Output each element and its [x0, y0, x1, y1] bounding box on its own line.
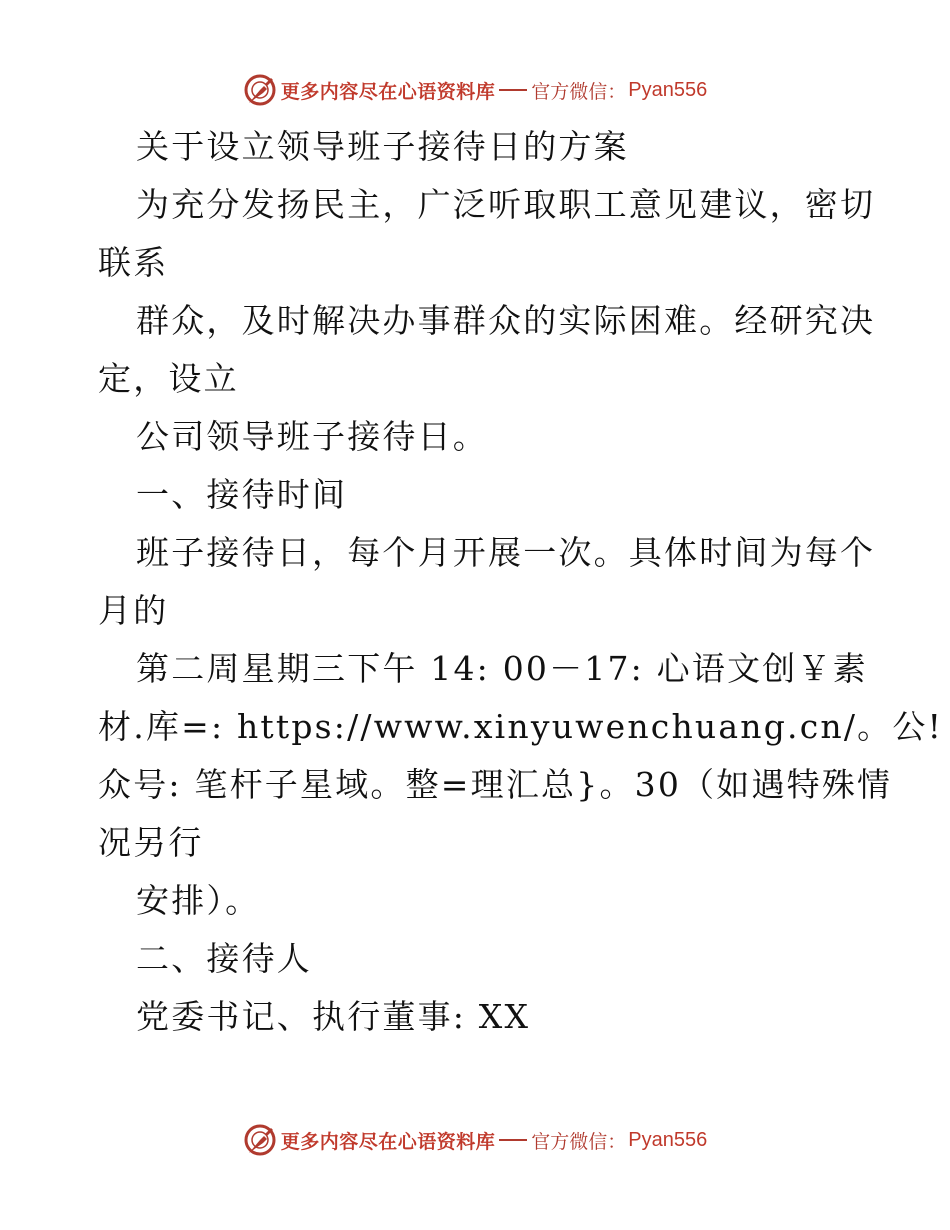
- paragraph-line: 况另行: [98, 823, 204, 862]
- paragraph-line: 党委书记、执行董事: XX: [136, 997, 531, 1036]
- paragraph-line: 第二周星期三下午 14: 00－17: 心语文创￥素: [136, 649, 868, 688]
- paragraph-line: 定，设立: [98, 359, 239, 398]
- document-title: 关于设立领导班子接待日的方案: [136, 127, 629, 166]
- paragraph-line: 安排）。: [136, 881, 261, 920]
- banner-wechat-id: Pyan556: [628, 78, 708, 101]
- banner-wechat-label: 官方微信：: [531, 1130, 627, 1153]
- banner-divider: [499, 1139, 527, 1141]
- paragraph-line: 月的: [98, 591, 169, 630]
- banner-wechat-label: 官方微信：: [531, 80, 627, 103]
- paragraph-line: 众号: 笔杆子星域。整=理汇总}。30（如遇特殊情: [98, 765, 893, 804]
- pen-logo-icon: [243, 73, 277, 107]
- paragraph-line: 联系: [98, 243, 169, 282]
- banner-divider: [499, 89, 527, 91]
- banner-text: 更多内容尽在心语资料库: [280, 80, 496, 103]
- pen-logo-icon: [243, 1123, 277, 1157]
- document-body: [98, 118, 944, 1046]
- paragraph-line: 群众，及时解决办事群众的实际困难。经研究决: [136, 301, 876, 340]
- paragraph-line: 材.库=: https://www.xinyuwenchuang.cn/。公!: [98, 707, 944, 746]
- banner-wechat-id: Pyan556: [628, 1128, 708, 1151]
- section-heading: 二、接待人: [136, 939, 312, 978]
- header-banner: [0, 70, 950, 110]
- paragraph-line: 公司领导班子接待日。: [136, 417, 488, 456]
- footer-banner: [0, 1120, 950, 1160]
- paragraph-line: 为充分发扬民主，广泛听取职工意见建议，密切: [136, 185, 876, 224]
- section-heading: 一、接待时间: [136, 475, 348, 514]
- paragraph-line: 班子接待日，每个月开展一次。具体时间为每个: [136, 533, 876, 572]
- banner-text: 更多内容尽在心语资料库: [280, 1130, 496, 1153]
